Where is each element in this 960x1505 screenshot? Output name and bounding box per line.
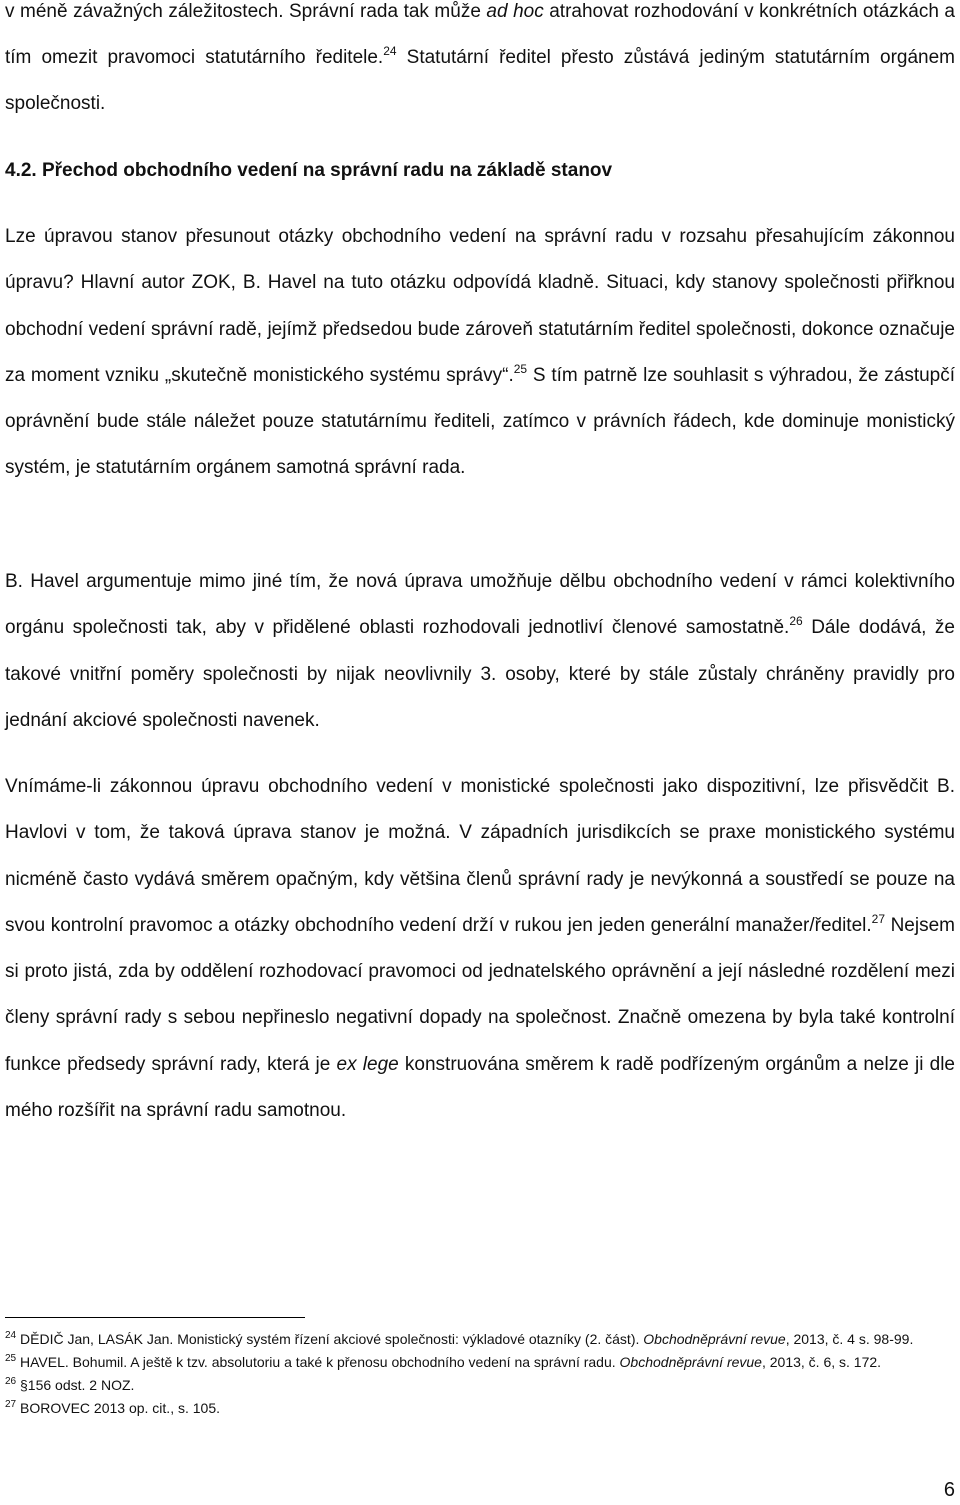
footnote-number: 24 (5, 1330, 17, 1341)
footnote-text: , 2013, č. 6, s. 172. (761, 1354, 882, 1370)
footnotes (5, 1328, 955, 1420)
paragraph-text: Lze úpravou stanov přesunout otázky obchodního vedení na správní radu v rozsahu přesahujícím zákonnou úpravu? Hlavní autor ZOK, B. Havel na tuto otázku odpovídá kladně. Situaci, kdy stanovy společnosti přiřknou obchodní vedení správní radě, jejímž předsedou bude zároveň statutárním ředitel společnosti, dokonce označuje za moment vzniku „skutečně monistického systému správy“. (5, 226, 955, 386)
footnote-number: 26 (5, 1376, 17, 1387)
footnote-text: BOROVEC 2013 op. cit., s. 105. (20, 1400, 221, 1416)
paragraph-1 (5, 214, 955, 492)
footnote-text: , 2013, č. 4 s. 98-99. (785, 1331, 914, 1347)
footnote-number: 25 (5, 1353, 17, 1364)
paragraph-2 (5, 559, 955, 744)
footnote-item (5, 1351, 955, 1374)
footnote-journal: Obchodněprávní revue (619, 1354, 762, 1370)
italic-term: ex lege (336, 1053, 399, 1075)
footnote-ref[interactable]: 25 (513, 361, 528, 376)
paragraph-text: konstruována směrem k radě podřízeným orgánům a nelze ji dle mého rozšířit na správní radu samotnou. (5, 1053, 955, 1122)
paragraph-text: Vnímáme-li zákonnou úpravu obchodního vedení v monistické společnosti jako dispozitivní, lze přisvědčit B. Havlovi v tom, že taková úprava stanov je možná. V západních jurisdikcích se praxe monistického systému nicméně často vydává směrem opačným, kdy většina členů správní rady je nevýkonná a soustředí se pouze na svou kontrolní pravomoc a otázky obchodního vedení drží v rukou jen jeden generální manažer/ředitel. (5, 776, 955, 936)
paragraph-3 (5, 764, 955, 1134)
footnote-journal: Obchodněprávní revue (643, 1331, 786, 1347)
paragraph-text: Dále dodává, že takové vnitřní poměry společnosti by nijak neovlivnily 3. osoby, které by stále zůstaly chráněny pravidly pro jednání akciové společnosti navenek. (5, 617, 955, 731)
paragraph-text: atrahovat rozhodování v konkrétních otázkách a tím omezit pravomoci statutárního ředitele. (5, 1, 955, 69)
paragraph-text: Statutární ředitel přesto zůstává jediným statutárním orgánem společnosti. (5, 47, 955, 115)
footnote-text: HAVEL. Bohumil. A ještě k tzv. absolutoriu a také k přenosu obchodního vedení na správní radu. (20, 1354, 620, 1370)
paragraph-text: S tím patrně lze souhlasit s výhradou, že zástupčí oprávnění bude stále náležet pouze statutárnímu řediteli, zatímco v právních řádech, kde dominuje monistický systém, je statutárním orgánem samotná správní rada. (5, 364, 956, 479)
paragraph-text: Nejsem si proto jistá, zda by oddělení rozhodovací pravomoci od jednatelského oprávnění a její následné rozdělení mezi členy správní rady s sebou nepřineslo negativní dopady na společnost. Značně omezena by byla také kontrolní funkce předsedy správní rady, která je (5, 914, 955, 1075)
footnote-text: §156 odst. 2 NOZ. (20, 1377, 135, 1393)
footnote-text: DĚDIČ Jan, LASÁK Jan. Monistický systém řízení akciové společnosti: výkladové otazníky (2. část). (20, 1331, 644, 1347)
footnote-number: 27 (5, 1399, 17, 1410)
paragraph-text: v méně závažných záležitostech. Správní rada tak může (5, 1, 487, 22)
page-number: 6 (943, 1479, 955, 1501)
footnote-item (5, 1328, 955, 1351)
footnote-ref[interactable]: 27 (871, 911, 886, 926)
paragraph-text: B. Havel argumentuje mimo jiné tím, že nová úprava umožňuje dělbu obchodního vedení v rámci kolektivního orgánu společnosti tak, aby v přidělené oblasti rozhodovali jednotliví členové samostatně. (5, 571, 955, 639)
footnote-item (5, 1397, 955, 1420)
footnote-item (5, 1374, 955, 1397)
footnote-ref[interactable]: 24 (383, 44, 397, 59)
section-heading: 4.2. Přechod obchodního vedení na správní radu na základě stanov (5, 160, 613, 181)
italic-term: ad hoc (486, 1, 544, 22)
footnote-separator (5, 1317, 305, 1318)
footnote-ref[interactable]: 26 (789, 614, 803, 629)
paragraph-intro (5, 0, 955, 128)
